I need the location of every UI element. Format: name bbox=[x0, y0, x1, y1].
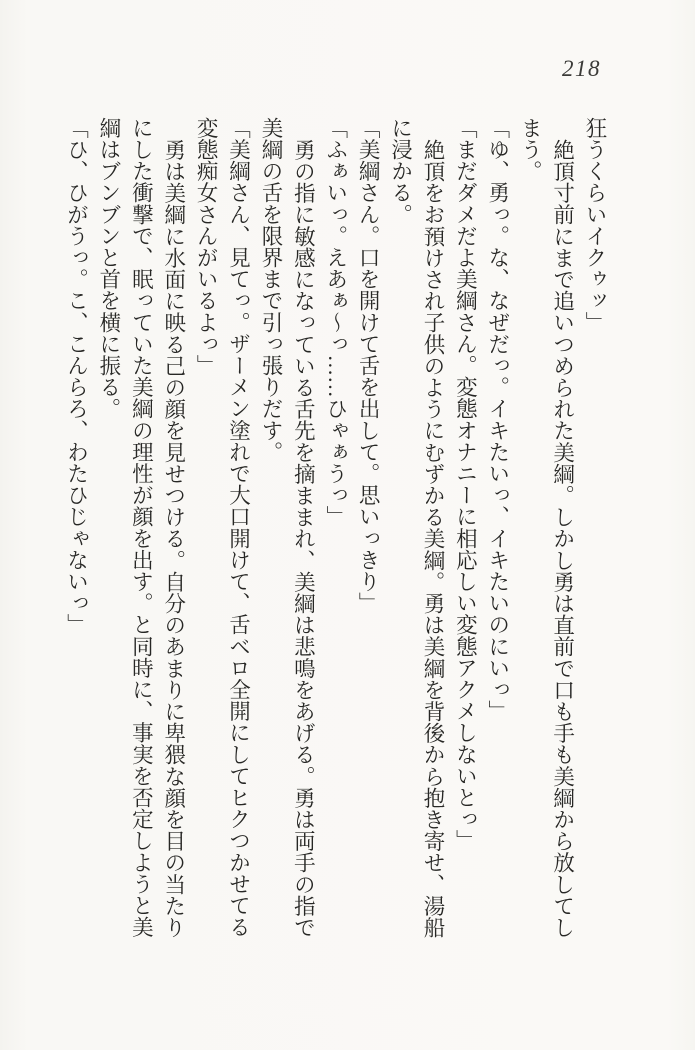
text-line: に浸かる。 bbox=[388, 117, 413, 225]
text-line: 「美綱さん。口を開けて舌を出して。思いっきり」 bbox=[356, 117, 381, 614]
text-line: 「まだダメだよ美綱さん。変態オナニーに相応しい変態アクメしないとっ」 bbox=[453, 117, 478, 852]
text-line: 美綱の舌を限界まで引っ張りだす。 bbox=[258, 117, 283, 463]
text-line: にした衝撃で、眠っていた美綱の理性が顔を出す。と同時に、事実を否定しようと美 bbox=[129, 117, 154, 938]
text-line: 勇の指に敏感になっている舌先を摘ままれ、美綱は悲鳴をあげる。勇は両手の指で bbox=[291, 138, 316, 938]
text-line: 綱はブンブンと首を横に振る。 bbox=[96, 117, 121, 420]
text-line: 「ふぁいっ。えあぁ〜っ……ひゃぁうっ」 bbox=[323, 117, 348, 528]
text-line: 狂うくらいイクゥッ」 bbox=[583, 117, 607, 333]
text-line: 変態痴女さんがいるよっ」 bbox=[194, 117, 219, 377]
text-line: 絶頂をお預けされ子供のようにむずかる美綱。勇は美綱を背後から抱き寄せ、湯船 bbox=[420, 138, 445, 938]
text-line: 「ひ、ひがうっ。こ、こんらろ、わたひじゃないっ」 bbox=[64, 117, 89, 636]
text-line: 「美綱さん、見てっ。ザーメン塗れで大口開けて、舌ベロ全開にしてヒクつかせてる bbox=[226, 117, 251, 938]
text-line: まう。 bbox=[518, 117, 543, 182]
text-line: 「ゆ、勇っ。な、なぜだっ。イキたいっ、イキたいのにいっ」 bbox=[485, 117, 510, 722]
page-number: 218 bbox=[562, 56, 601, 81]
text-line: 勇は美綱に水面に映る己の顔を見せつける。自分のあまりに卑猥な顔を目の当たり bbox=[161, 138, 186, 938]
text-line: 絶頂寸前にまで追いつめられた美綱。しかし勇は直前で口も手も美綱から放してし bbox=[550, 138, 575, 938]
text-columns bbox=[58, 117, 611, 1032]
